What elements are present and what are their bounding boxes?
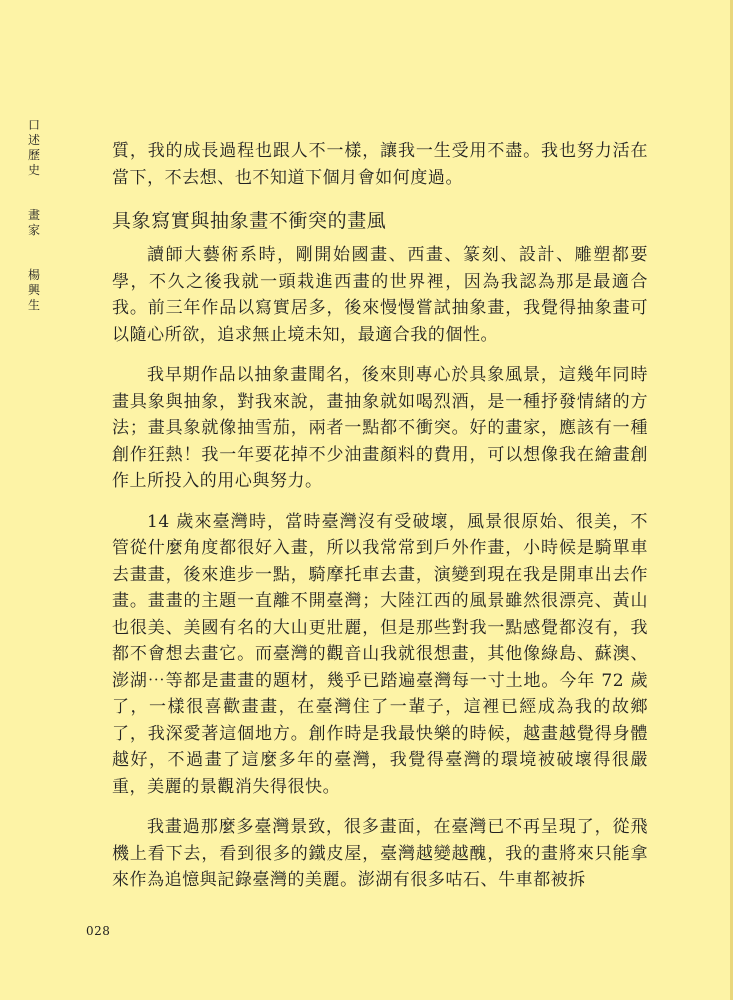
header-char: 生 bbox=[27, 298, 40, 312]
body-paragraph: 我畫過那麼多臺灣景致，很多畫面，在臺灣已不再呈現了，從飛機上看下去，看到很多的鐵皮屋，臺灣越變越醜，我的畫將來只能拿來作為追憶與記錄臺灣的美麗。澎湖有很多咕石、牛車都被拆 bbox=[112, 817, 648, 890]
header-char: 畫 bbox=[27, 208, 40, 222]
header-char: 家 bbox=[27, 223, 40, 237]
header-category bbox=[26, 208, 42, 238]
page-number: 028 bbox=[86, 924, 111, 938]
header-char: 興 bbox=[27, 283, 40, 297]
header-series-title bbox=[26, 118, 42, 178]
body-paragraph: 我早期作品以抽象畫聞名，後來則專心於具象風景，這幾年同時畫具象與抽象，對我來說，畫抽象就如喝烈酒，是一種抒發情緒的方法；畫具象就像抽雪茄，兩者一點都不衝突。好的畫家，應該有一種創作狂熱！我一年要花掉不少油畫顏料的費用，可以想像我在繪畫創作上所投入的用心與努力。 bbox=[112, 365, 648, 491]
header-char: 口 bbox=[27, 118, 40, 132]
header-char: 歷 bbox=[27, 148, 40, 162]
body-paragraph: 14 歲來臺灣時，當時臺灣沒有受破壞，風景很原始、很美，不管從什麼角度都很好入畫，所以我常常到戶外作畫，小時候是騎單車去畫畫，後來進步一點，騎摩托車去畫，演變到現在我是開車出去作畫。畫畫的主題一直離不開臺灣；大陸江西的風景雖然很漂亮、黃山也很美、美國有名的大山更壯麗，但是那些對我一點感覺都沒有，我都不會想去畫它。而臺灣的觀音山我就很想畫，其他像綠島、蘇澳、澎湖⋯等都是畫畫的題材，幾乎已踏遍臺灣每一寸土地。今年 72 歲了，一樣很喜歡畫畫，在臺灣住了一輩子，這裡已經成為我的故鄉了，我深愛著這個地方。創作時是我最快樂的時候，越畫越覺得身體越好，不過畫了這麼多年的臺灣，我覺得臺灣的環境被破壞得很嚴重，美麗的景觀消失得很快。 bbox=[112, 511, 648, 797]
section-heading: 具象寫實與抽象畫不衝突的畫風 bbox=[112, 210, 387, 232]
header-char: 史 bbox=[27, 163, 40, 177]
header-char: 述 bbox=[27, 133, 40, 147]
page-body bbox=[112, 138, 648, 894]
running-header bbox=[26, 118, 42, 343]
lead-paragraph: 質，我的成長過程也跟人不一樣，讓我一生受用不盡。我也努力活在當下，不去想、也不知道下個月會如何度過。 bbox=[112, 141, 648, 188]
header-char: 楊 bbox=[27, 268, 40, 282]
header-person-name bbox=[26, 268, 42, 313]
body-paragraph: 讀師大藝術系時，剛開始國畫、西畫、篆刻、設計、雕塑都要學，不久之後我就一頭栽進西畫的世界裡，因為我認為那是最適合我。前三年作品以寫實居多，後來慢慢嘗試抽象畫，我覺得抽象畫可以隨心所欲，追求無止境未知，最適合我的個性。 bbox=[112, 245, 648, 345]
